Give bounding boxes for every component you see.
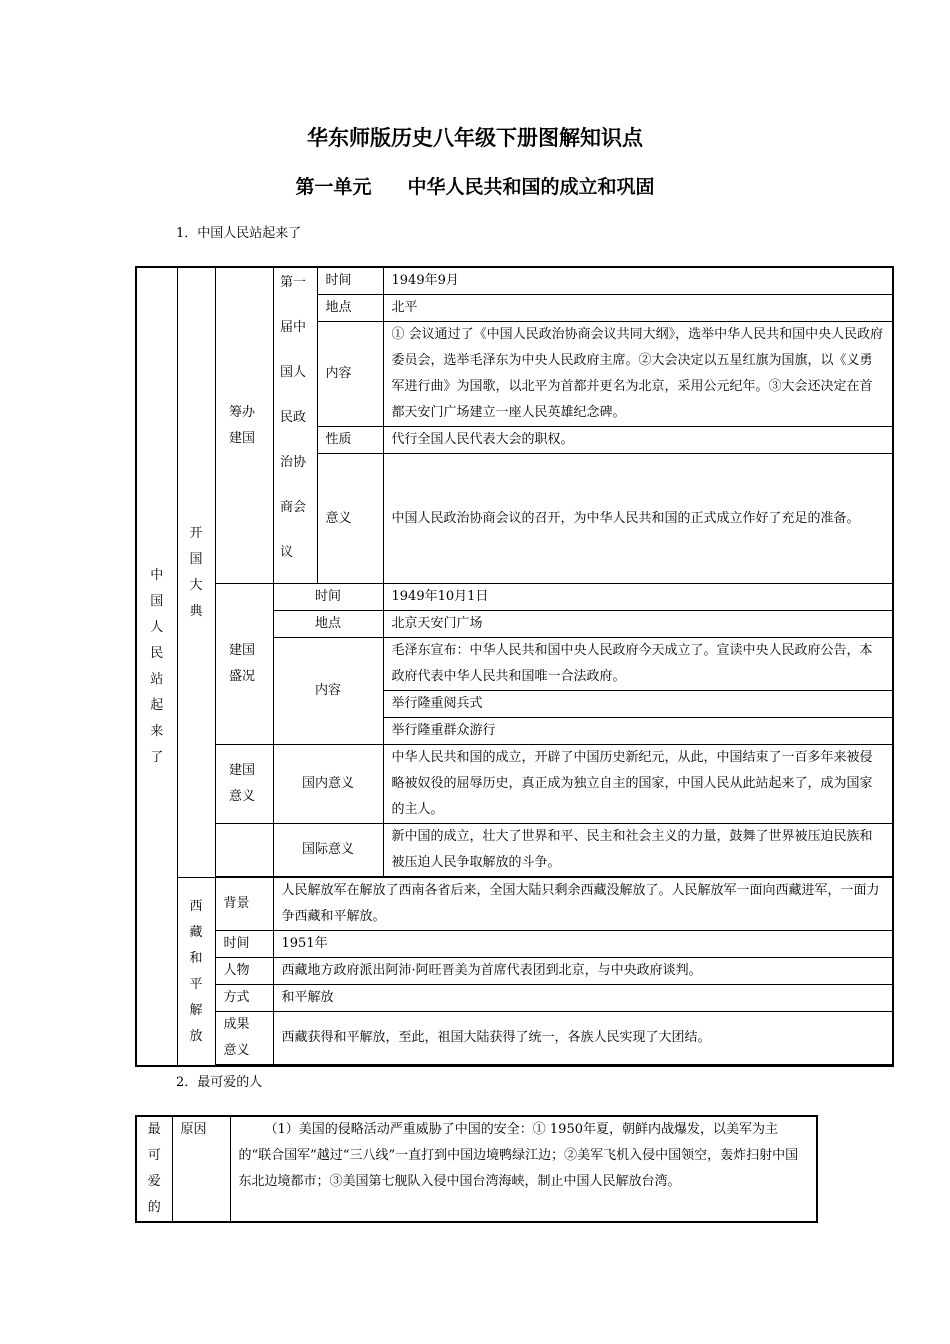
- value-cell: 人民解放军在解放了西南各省后来，全国大陆只剩余西藏没解放了。人民解放军一面向西藏进军，一面力争西藏和平解放。: [273, 878, 893, 931]
- label-cell: 原因: [172, 1116, 230, 1222]
- shengkuang-cell: 建国盛况: [215, 584, 273, 745]
- page-title: 华东师版历史八年级下册图解知识点: [307, 126, 643, 150]
- section-label-2: 2．最可爱的人: [176, 1075, 263, 1090]
- label-cell: 意义: [317, 454, 383, 584]
- value-cell: 举行隆重阅兵式: [383, 691, 893, 718]
- value-cell: 西藏地方政府派出阿沛·阿旺晋美为首席代表团到北京，与中央政府谈判。: [273, 958, 893, 985]
- root-cell: 中国人民站起来了: [136, 267, 177, 1066]
- value-cell: 西藏获得和平解放，至此，祖国大陆获得了统一，各族人民实现了大团结。: [273, 1012, 893, 1065]
- unit-title: [0, 172, 950, 199]
- xizang-cell: 西藏和平解放: [177, 878, 215, 1067]
- zhengxie-cell: 第一届中国人民政治协商会议: [273, 267, 317, 584]
- empty-cell: [215, 824, 273, 877]
- choubanjianguo-cell: 筹办建国: [215, 267, 273, 584]
- label-cell: 方式: [215, 985, 273, 1012]
- label-cell: 时间: [215, 931, 273, 958]
- label-cell: 时间: [317, 267, 383, 295]
- section-label-1: 1．中国人民站起来了: [176, 226, 302, 241]
- kaiguo-cell: 开国大典: [177, 267, 215, 878]
- label-cell: 内容: [273, 638, 383, 745]
- value-cell: 北平: [383, 295, 893, 322]
- label-cell: 时间: [273, 584, 383, 611]
- label-cell: 国际意义: [273, 824, 383, 877]
- value-cell: 新中国的成立，壮大了世界和平、民主和社会主义的力量，鼓舞了世界被压迫民族和被压迫人民争取解放的斗争。: [383, 824, 893, 877]
- unit-number: 第一单元: [295, 176, 372, 198]
- label-cell: 地点: [317, 295, 383, 322]
- value-cell: 中华人民共和国的成立，开辟了中国历史新纪元，从此，中国结束了一百多年来被侵略被奴役的屈辱历史，真正成为独立自主的国家，中国人民从此站起来了，成为国家的主人。: [383, 745, 893, 824]
- label-cell: 性质: [317, 427, 383, 454]
- knowledge-table-2: [135, 1115, 818, 1223]
- value-cell: 1949年9月: [383, 267, 893, 295]
- knowledge-table-1: [135, 266, 894, 1067]
- root-cell: 最可爱的: [136, 1116, 172, 1222]
- value-cell: 代行全国人民代表大会的职权。: [383, 427, 893, 454]
- label-cell: 内容: [317, 322, 383, 427]
- jianguoyiyi-cell: 建国意义: [215, 745, 273, 824]
- value-cell: 1949年10月1日: [383, 584, 893, 611]
- unit-name: 中华人民共和国的成立和巩固: [407, 176, 655, 198]
- value-cell: 和平解放: [273, 985, 893, 1012]
- label-cell: 背景: [215, 878, 273, 931]
- value-cell: ① 会议通过了《中国人民政治协商会议共同大纲》，选举中华人民共和国中央人民政府委员会，选举毛泽东为中央人民政府主席。②大会决定以五星红旗为国旗，以《义勇军进行曲》为国歌，以北平为首都并更名为北京，采用公元纪年。③大会还决定在首都天安门广场建立一座人民英雄纪念碑。: [383, 322, 893, 427]
- label-cell: 地点: [273, 611, 383, 638]
- value-cell: 北京天安门广场: [383, 611, 893, 638]
- value-cell: 举行隆重群众游行: [383, 718, 893, 745]
- value-cell: 1951年: [273, 931, 893, 958]
- value-cell: 毛泽东宣布：中华人民共和国中央人民政府今天成立了。宣读中央人民政府公告，本政府代表中华人民共和国唯一合法政府。: [383, 638, 893, 691]
- label-cell: 国内意义: [273, 745, 383, 824]
- label-cell: 成果意义: [215, 1012, 273, 1065]
- label-cell: 人物: [215, 958, 273, 985]
- value-cell: 中国人民政治协商会议的召开，为中华人民共和国的正式成立作好了充足的准备。: [383, 454, 893, 584]
- value-cell: （1）美国的侵略活动严重威胁了中国的安全：① 1950年夏，朝鲜内战爆发，以美军为主的“联合国军”越过“三八线”一直打到中国边境鸭绿江边；②美军飞机入侵中国领空，轰炸扫射中国东北边境都市；③美国第七舰队入侵中国台湾海峡，制止中国人民解放台湾。: [230, 1116, 817, 1222]
